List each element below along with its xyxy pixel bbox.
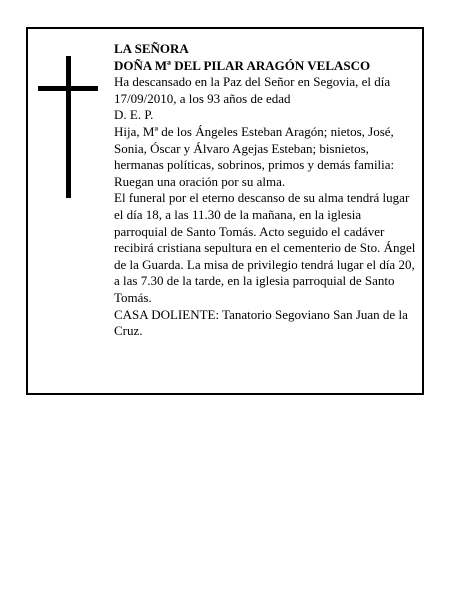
family-list: Hija, Mª de los Ángeles Esteban Aragón; nietos, José, Sonia, Óscar y Álvaro Agejas Esteban; bisnietos, hermanas políticas, sobrinos, primos y demás familia: bbox=[114, 123, 395, 173]
funeral-details: El funeral por el eterno descanso de su alma tendrá lugar el día 18, a las 11.30 de la mañana, en la iglesia parroquial de Santo Tomás. Acto seguido el cadáver recibirá cristiana sepultura en el cementerio de Sto. Ángel de la Guarda. La misa de privilegio tendrá lugar el día 20, a las 7.30 de la tarde, en la iglesia parroquial de Santo Tomás. bbox=[114, 190, 416, 305]
dep-line: D. E. P. bbox=[114, 107, 154, 123]
casa-doliente: CASA DOLIENTE: Tanatorio Segoviano San Juan de la Cruz. bbox=[114, 306, 408, 339]
notice-title-line1: LA SEÑORA bbox=[114, 41, 189, 56]
notice-body bbox=[114, 41, 416, 340]
obituary-notice bbox=[26, 27, 424, 395]
cross-horizontal-bar bbox=[38, 86, 98, 91]
prayer-request: Ruegan una oración por su alma. bbox=[114, 173, 286, 189]
deceased-name: DOÑA Mª DEL PILAR ARAGÓN VELASCO bbox=[114, 57, 371, 73]
latin-cross-icon bbox=[38, 56, 98, 198]
passing-statement: Ha descansado en la Paz del Señor en Segovia, el día 17/09/2010, a los 93 años de edad bbox=[114, 74, 391, 106]
cross-vertical-bar bbox=[66, 56, 71, 198]
